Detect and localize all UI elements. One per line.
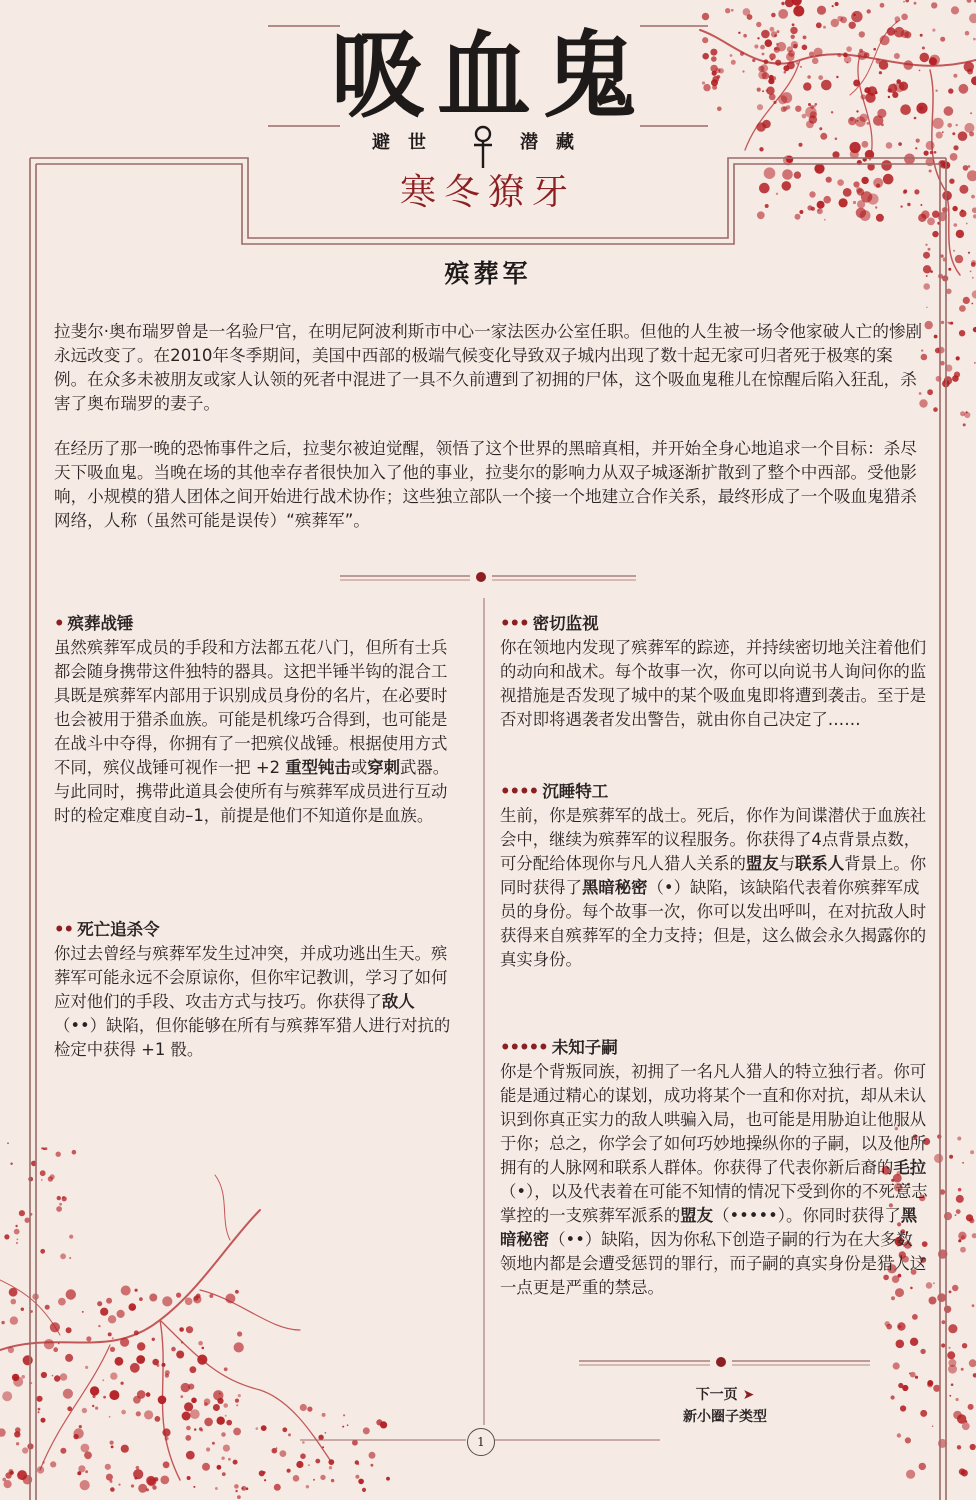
merit-title: 密切监视 xyxy=(532,614,599,633)
intro-paragraph-2: 在经历了那一晚的恐怖事件之后，拉斐尔被迫觉醒，领悟了这个世界的黑暗真相，并开始全身心地追求一个目标：杀尽天下吸血鬼。当晚在场的其他幸存者很快加入了他的事业，拉斐尔的影响力从双子城逐渐扩散到了整个中西部。受他影响，小规模的猎人团体之间开始进行战术协作；这些独立部队一个接一个地建立合作关系，最终形成了一个吸血鬼猎杀网络，人称（虽然可能是误传）“殡葬军”。 xyxy=(54,439,917,530)
keyword: 敌人 xyxy=(381,992,415,1011)
subtitle-right: 潜藏 xyxy=(520,132,592,153)
text-run: （••）缺陷，但你能够在所有与殡葬军猎人进行对抗的检定中获得 +1 骰。 xyxy=(54,1016,451,1059)
text-run: （•••••）。你同时获得了 xyxy=(713,1206,901,1225)
merit-heading xyxy=(500,780,928,804)
rating-dots: ••• xyxy=(500,614,529,633)
text-run: （••）缺陷，因为你私下创造子嗣的行为在大多数领地内都是会遭受惩罚的罪行，而子嗣的真实身份是猎人这一点更是严重的禁忌。 xyxy=(500,1230,927,1297)
text-run: 武器。与此同时，携带此道具会使所有与殡葬军成员进行互动时的检定难度自动–1，前提是他们不知道你是血族。 xyxy=(54,758,450,825)
merit-block-1 xyxy=(54,612,458,828)
merit-block-5 xyxy=(500,1036,928,1300)
merit-description xyxy=(500,804,928,972)
merit-heading xyxy=(54,612,458,636)
page-title: 吸血鬼 xyxy=(330,21,649,131)
text-run: 或 xyxy=(350,758,368,777)
text-run: 背景上。你同时获得了 xyxy=(500,854,927,897)
merit-title: 殡葬战锤 xyxy=(67,614,134,633)
merit-heading xyxy=(54,918,458,942)
intro-paragraph-1: 拉斐尔·奥布瑞罗曾是一名验尸官，在明尼阿波利斯市中心一家法医办公室任职。但他的人生被一场令他家破人亡的惨剧永远改变了。在2010年冬季期间，美国中西部的极端气候变化导致双子城内出现了数十起无家可归者死于极寒的案例。在众多未被朋友或家人认领的死者中混进了一具不久前遭到了初拥的尸体，这个吸血鬼稚儿在惊醒后陷入狂乱，杀害了奥布瑞罗的妻子。 xyxy=(54,322,923,413)
keyword: 盟友 xyxy=(745,854,779,873)
page-number: 1 xyxy=(467,1428,495,1456)
merit-description xyxy=(54,636,458,828)
rating-dots: • xyxy=(54,614,64,633)
next-page-label-row xyxy=(655,1384,795,1406)
next-page-label: 下一页 xyxy=(695,1387,738,1403)
keyword: 联系人 xyxy=(795,854,845,873)
text-run: 虽然殡葬军成员的手段和方法都五花八门，但所有士兵都会随身携带这件独特的器具。这把半锤半钩的混合工具既是殡葬军内部用于识别成员身份的名片，在必要时也会被用于猎杀血族。可能是机缘巧合得到，也可能是在战斗中夺得，你拥有了一把殡仪战锤。根据使用方式不同，殡仪战锤可视作一把 +2 xyxy=(54,638,448,777)
text-run: 你在领地内发现了殡葬军的踪迹，并持续密切地关注着他们的动向和战术。每个故事一次，你可以向说书人询问你的监视措施是否发现了城中的某个吸血鬼即将遭到袭击。至于是否对即将遇袭者发出警告，就由你自己决定了…… xyxy=(500,638,927,729)
next-page-link[interactable] xyxy=(655,1384,795,1428)
merit-description xyxy=(500,636,928,732)
merit-title: 死亡追杀令 xyxy=(77,920,160,939)
merit-title: 沉睡特工 xyxy=(542,782,609,801)
subtitle-left: 避世 xyxy=(372,132,444,153)
text-run: 与 xyxy=(778,854,796,873)
merit-description xyxy=(500,1060,928,1300)
merit-block-2 xyxy=(54,918,458,1062)
series-title: 寒冬獠牙 xyxy=(399,172,576,213)
keyword: 黑暗秘密 xyxy=(500,1206,918,1249)
rating-dots: •• xyxy=(54,920,74,939)
keyword: 黑暗秘密 xyxy=(581,878,648,897)
keyword: 重型钝击 xyxy=(285,758,351,777)
text-run: 生前，你是殡葬军的战士。死后，你作为间谍潜伏于血族社会中，继续为殡葬军的议程服务。你获得了4点背景点数，可分配给体现你与凡人猎人关系的 xyxy=(500,806,927,873)
keyword: 盟友 xyxy=(680,1206,714,1225)
merit-heading xyxy=(500,1036,928,1060)
arrow-right-icon: ➤ xyxy=(742,1387,755,1403)
text-run: 你过去曾经与殡葬军发生过冲突，并成功逃出生天。殡葬军可能永远不会原谅你，但你牢记教训，学习了如何应对他们的手段、攻击方式与技巧。你获得了 xyxy=(54,944,448,1011)
rating-dots: ••••• xyxy=(500,1038,548,1057)
text-run: 你是个背叛同族，初拥了一名凡人猎人的特立独行者。你可能是通过精心的谋划，成功将某个一直和你对抗，却从未认识到你真正实力的敌人哄骗入局，也可能是用胁迫让他服从于你；总之，你学会了如何巧妙地操纵你的子嗣，以及他所拥有的人脉网和联系人群体。你获得了代表你新后裔的 xyxy=(500,1062,927,1177)
merit-block-3 xyxy=(500,612,928,732)
text-run: （•）缺陷，该缺陷代表着你殡葬军成员的身份。每个故事一次，你可以发出呼叫，在对抗敌人时获得来自殡葬军的全力支持；但是，这么做会永久揭露你的真实身份。 xyxy=(500,878,927,969)
merit-heading xyxy=(500,612,928,636)
merit-description xyxy=(54,942,458,1062)
keyword: 穿刺 xyxy=(367,758,401,777)
next-page-title: 新小圈子类型 xyxy=(683,1409,767,1425)
merit-block-4 xyxy=(500,780,928,972)
merit-title: 未知子嗣 xyxy=(551,1038,618,1057)
text-run: （•），以及代表着在可能不知情的情况下受到你的不死意志掌控的一支殡葬军派系的 xyxy=(500,1182,928,1225)
section-heading: 殡葬军 xyxy=(444,259,532,288)
rating-dots: •••• xyxy=(500,782,539,801)
keyword: 毛拉 xyxy=(893,1158,927,1177)
